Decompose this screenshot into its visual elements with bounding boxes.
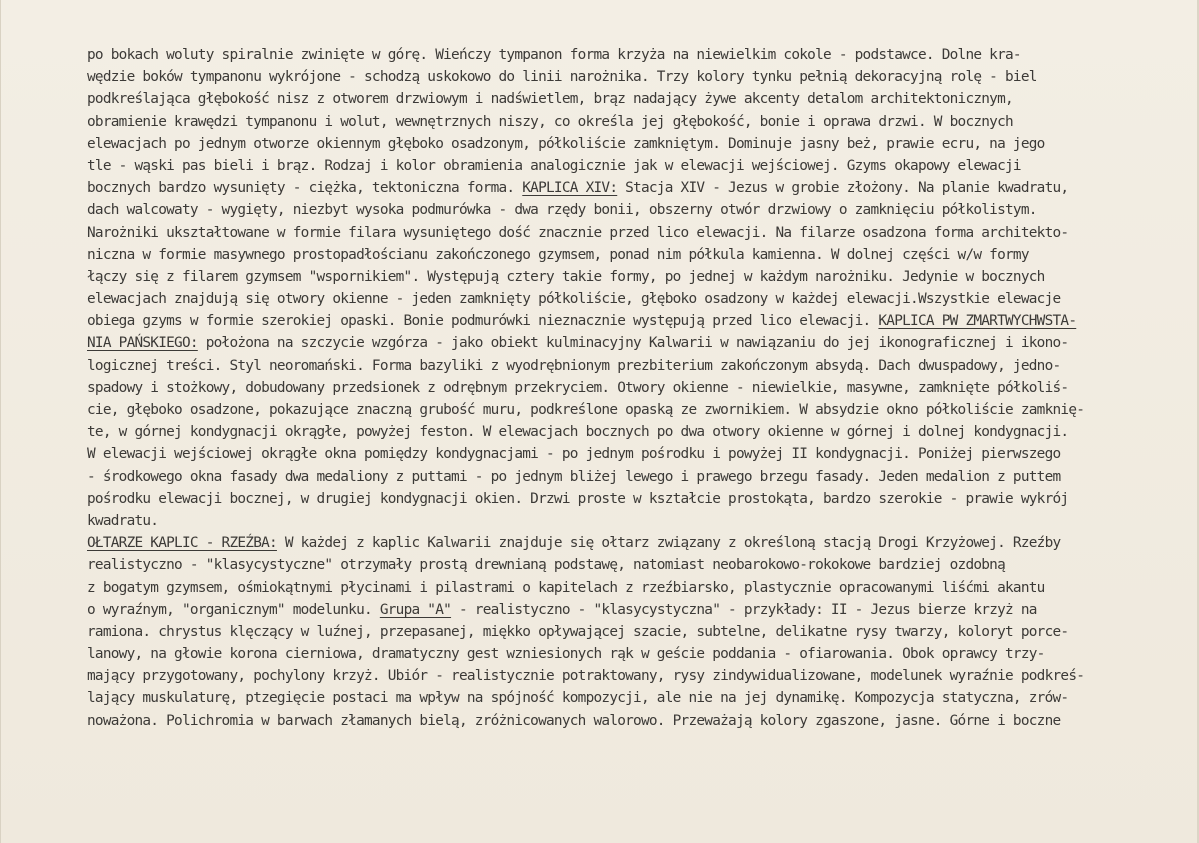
text-line <box>87 532 1162 554</box>
text-line <box>87 111 1162 133</box>
text-line <box>87 44 1162 66</box>
text-segment: lający muskulaturę, ptzegięcie postaci ma wpływ na spójność kompozycji, ale nie na jej dynamikę. Kompozycja statyczna, zrów- <box>87 690 1069 707</box>
document-text <box>87 44 1162 732</box>
section-heading: KAPLICA PW ZMARTWYCHWSTA- <box>878 313 1077 330</box>
text-segment: Narożniki ukształtowane w formie filara wysuniętego dość znacznie przed lico elewacji. Na filarze osadzona forma architekto- <box>87 224 1069 241</box>
text-segment: obiega gzyms w formie szerokiej opaski. Bonie podmurówki nieznacznie występują przed lico elewacji. <box>87 313 879 330</box>
text-line <box>87 488 1162 510</box>
text-segment: kwadratu. <box>87 512 159 529</box>
text-line <box>87 399 1162 421</box>
text-segment: o wyraźnym, "organicznym" modelunku. <box>87 601 380 618</box>
text-segment: mający przygotowany, pochylony krzyż. Ubiór - realistycznie potraktowany, rysy zindywidualizowane, modelunek wyraźnie podkreś- <box>87 668 1085 685</box>
text-segment: z bogatym gzymsem, ośmiokątnymi płycinami i pilastrami o kapitelach z rzeźbiarsko, plastycznie opracowanymi liśćmi akantu <box>87 579 1045 596</box>
text-line <box>87 88 1162 110</box>
text-segment: te, w górnej kondygnacji okrągłe, powyżej feston. W elewacjach bocznych po dwa otwory okienne w górnej i dolnej kondygnacji. <box>87 424 1069 441</box>
text-line <box>87 177 1162 199</box>
text-line <box>87 266 1162 288</box>
text-line <box>87 665 1162 687</box>
text-segment: wędzie boków tympanonu wykrójone - schodzą uskokowo do linii narożnika. Trzy kolory tynku pełnią dekoracyjną rolę - biel <box>87 69 1037 86</box>
text-segment: - środkowego okna fasady dwa medaliony z puttami - po jednym bliżej lewego i prawego brzegu fasady. Jeden medalion z puttem <box>87 468 1061 485</box>
text-line <box>87 288 1162 310</box>
text-segment: lanowy, na głowie korona cierniowa, dramatyczny gest wzniesionych rąk w geście poddania - ofiarowania. Obok oprawcy trzy- <box>87 646 1045 663</box>
text-segment: ramiona. chrystus klęczący w luźnej, przepasanej, miękko opływającej szacie, subtelne, delikatne rysy twarzy, koloryt porce- <box>87 623 1069 640</box>
text-segment: po bokach woluty spiralnie zwinięte w górę. Wieńczy tympanon forma krzyża na niewielkim cokole - podstawce. Dolne kra- <box>87 47 1021 63</box>
text-line <box>87 554 1162 576</box>
text-segment: dach walcowaty - wygięty, niezbyt wysoka podmurówka - dwa rzędy bonii, obszerny otwór drzwiowy o zamknięciu półkolistym. <box>87 202 1037 219</box>
section-heading: NIA PAŃSKIEGO: <box>87 335 198 352</box>
section-heading: Grupa "A" <box>379 601 452 618</box>
text-line <box>87 355 1162 377</box>
text-line <box>87 377 1162 399</box>
text-segment: Stacja XIV - Jezus w grobie złożony. Na planie kwadratu, <box>617 180 1069 197</box>
text-segment: W elewacji wejściowej okrągłe okna pomiędzy kondygnacjami - po jednym pośrodku i powyżej II kondygnacji. Poniżej pierwszego <box>87 446 1061 463</box>
section-heading: KAPLICA XIV: <box>522 180 618 197</box>
text-segment: W każdej z kaplic Kalwarii znajduje się ołtarz związany z określoną stacją Drogi Krzyżowej. Rzeźby <box>276 535 1061 552</box>
text-segment: położona na szczycie wzgórza - jako obiekt kulminacyjny Kalwarii w nawiązaniu do jej ikonograficznej i ikono- <box>197 335 1069 352</box>
text-line <box>87 687 1162 709</box>
text-line <box>87 244 1162 266</box>
text-segment: realistyczno - "klasycystyczne" otrzymały prostą drewnianą podstawę, natomiast neobarokowo-rokokowe bardziej ozdobną <box>87 557 1006 574</box>
text-line <box>87 466 1162 488</box>
text-segment: bocznych bardzo wysunięty - ciężka, tektoniczna forma. <box>87 180 523 197</box>
text-segment: pośrodku elewacji bocznej, w drugiej kondygnacji okien. Drzwi proste w kształcie prostokąta, bardzo szerokie - prawie wykrój <box>87 490 1069 507</box>
text-line <box>87 332 1162 354</box>
text-line <box>87 510 1162 532</box>
text-segment: cie, głęboko osadzone, pokazujące znaczną grubość muru, podkreślone opaską ze zwornikiem. W absydzie okno półkoliście zamknię- <box>87 402 1085 418</box>
text-line <box>87 66 1162 88</box>
text-line <box>87 643 1162 665</box>
text-line <box>87 599 1162 621</box>
text-line <box>87 443 1162 465</box>
text-segment: podkreślająca głębokość nisz z otworem drzwiowym i nadświetlem, brąz nadający żywe akcenty detalom architektonicznym, <box>87 91 1013 108</box>
text-segment: logicznej treści. Styl neoromański. Forma bazyliki z wyodrębnionym prezbiterium zakończonym absydą. Dach dwuspadowy, jedno- <box>87 357 1061 374</box>
text-line <box>87 577 1162 599</box>
text-line <box>87 621 1162 643</box>
text-line <box>87 710 1162 732</box>
section-heading: OŁTARZE KAPLIC - RZEŹBA: <box>87 535 277 552</box>
text-line <box>87 199 1162 221</box>
text-line <box>87 421 1162 443</box>
text-segment: obramienie krawędzi tympanonu i wolut, wewnętrznych niszy, co określa jej głębokość, bonie i oprawa drzwi. W bocznych <box>87 113 1013 130</box>
text-segment: tle - wąski pas bieli i brąz. Rodzaj i kolor obramienia analogicznie jak w elewacji wejściowej. Gzyms okapowy elewacji <box>87 157 1021 174</box>
text-segment: noważona. Polichromia w barwach złamanych bielą, zróżnicowanych walorowo. Przeważają kolory zgaszone, jasne. Górne i boczne <box>87 712 1061 729</box>
text-segment: elewacjach po jednym otworze okiennym głęboko osadzonym, półkoliście zamkniętym. Dominuje jasny beż, prawie ecru, na jego <box>87 135 1045 152</box>
text-line <box>87 155 1162 177</box>
text-line <box>87 222 1162 244</box>
text-line <box>87 133 1162 155</box>
text-line <box>87 310 1162 332</box>
text-segment: łączy się z filarem gzymsem "wspornikiem". Występują cztery takie formy, po jednej w każdym narożniku. Jedynie w bocznych <box>87 268 1045 285</box>
text-segment: - realistyczno - "klasycystyczna" - przykłady: II - Jezus bierze krzyż na <box>451 601 1037 618</box>
text-segment: elewacjach znajdują się otwory okienne - jeden zamknięty półkoliście, głęboko osadzony w każdej elewacji.Wszystkie elewacje <box>87 291 1061 308</box>
text-segment: niczna w formie masywnego prostopadłościanu zakończonego gzymsem, ponad nim półkula kamienna. W dolnej części w/w formy <box>87 246 1029 263</box>
text-segment: spadowy i stożkowy, dobudowany przedsionek z odrębnym przekryciem. Otwory okienne - niewielkie, masywne, zamknięte półkoliś- <box>87 379 1069 396</box>
